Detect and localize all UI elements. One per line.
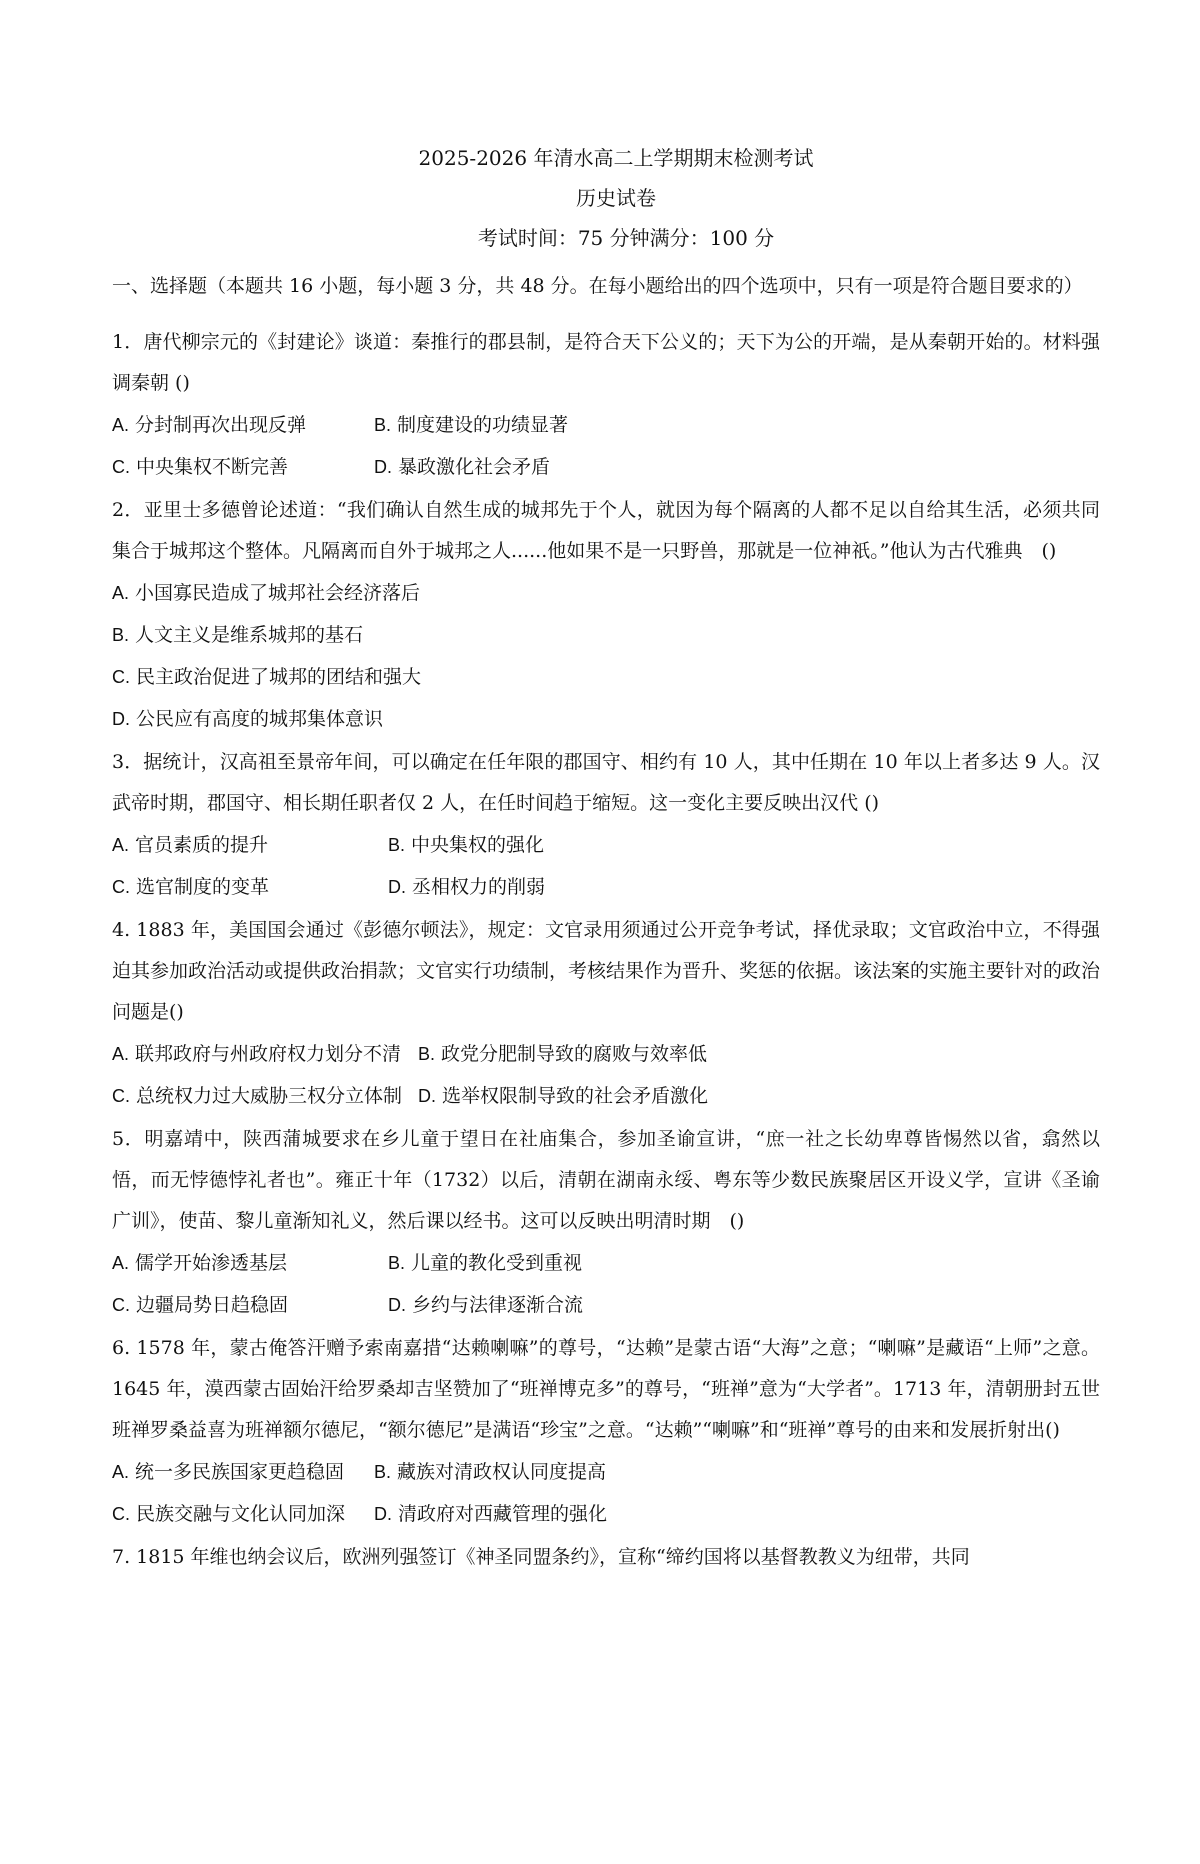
question-options <box>112 446 1100 488</box>
question-4 <box>112 910 1100 1117</box>
exam-time-info: 考试时间：75 分钟满分：100 分 <box>477 226 775 250</box>
question-stem: 7. 1815 年维也纳会议后，欧洲列强签订《神圣同盟条约》，宣称“缔约国将以基督教教义为纽带，共同 <box>112 1546 970 1568</box>
option-c: C. 中央集权不断完善 <box>112 456 289 478</box>
option-c: C. 总统权力过大威胁三权分立体制 <box>112 1085 403 1107</box>
question-stem: 2．亚里士多德曾论述道：“我们确认自然生成的城邦先于个人，就因为每个隔离的人都不足以自给其生活，必须共同集合于城邦这个整体。凡隔离而自外于城邦之人......他如果不是一只野兽，那就是一位神祇。”他认为古代雅典 () <box>112 499 1100 562</box>
option-c: C. 民族交融与文化认同加深 <box>112 1503 346 1525</box>
question-2 <box>112 490 1100 740</box>
option-b: B. 制度建设的功绩显著 <box>374 414 569 436</box>
option-d: D. 公民应有高度的城邦集体意识 <box>112 708 384 730</box>
option-c: C. 选官制度的变革 <box>112 876 270 898</box>
option-d: D. 乡约与法律逐渐合流 <box>388 1294 584 1316</box>
question-options <box>112 1242 1100 1284</box>
option-b: B. 人文主义是维系城邦的基石 <box>112 624 364 646</box>
question-options <box>112 404 1100 446</box>
option-a: A. 联邦政府与州政府权力划分不清 <box>112 1043 402 1065</box>
option-b: B. 藏族对清政权认同度提高 <box>374 1461 607 1483</box>
exam-title: 2025-2026 年清水高二上学期期末检测考试 <box>418 146 814 170</box>
question-3 <box>112 742 1100 908</box>
option-a: A. 儒学开始渗透基层 <box>112 1252 288 1274</box>
option-a: A. 统一多民族国家更趋稳固 <box>112 1461 345 1483</box>
option-d: D. 清政府对西藏管理的强化 <box>374 1503 608 1525</box>
option-d: D. 丞相权力的削弱 <box>388 876 546 898</box>
question-options <box>112 1075 1100 1117</box>
question-options <box>112 1033 1100 1075</box>
option-c: C. 边疆局势日趋稳固 <box>112 1294 289 1316</box>
option-b: B. 政党分肥制导致的腐败与效率低 <box>418 1043 708 1065</box>
option-b: B. 儿童的教化受到重视 <box>388 1252 583 1274</box>
question-options <box>112 1284 1100 1326</box>
option-d: D. 选举权限制导致的社会矛盾激化 <box>418 1085 709 1107</box>
option-a: A. 分封制再次出现反弹 <box>112 414 307 436</box>
option-a: A. 官员素质的提升 <box>112 834 269 856</box>
option-a: A. 小国寡民造成了城邦社会经济落后 <box>112 582 421 604</box>
exam-header <box>112 140 1100 256</box>
option-c: C. 民主政治促进了城邦的团结和强大 <box>112 666 422 688</box>
section-heading: 一、选择题（本题共 16 小题，每小题 3 分，共 48 分。在每小题给出的四个选项中，只有一项是符合题目要求的） <box>112 275 1083 297</box>
option-b: B. 中央集权的强化 <box>388 834 545 856</box>
question-stem: 3．据统计，汉高祖至景帝年间，可以确定在任年限的郡国守、相约有 10 人，其中任期在 10 年以上者多达 9 人。汉武帝时期，郡国守、相长期任职者仅 2 人，在任时间趋于缩短。这一变化主要反映出汉代 () <box>112 751 1100 814</box>
question-stem: 4. 1883 年，美国国会通过《彭德尔顿法》，规定：文官录用须通过公开竞争考试，择优录取；文官政治中立，不得强迫其参加政治活动或提供政治捐款；文官实行功绩制，考核结果作为晋升、奖惩的依据。该法案的实施主要针对的政治问题是() <box>112 919 1101 1023</box>
option-d: D. 暴政激化社会矛盾 <box>374 456 551 478</box>
exam-subtitle: 历史试卷 <box>576 186 656 210</box>
question-options <box>112 1493 1100 1535</box>
question-7 <box>112 1537 1100 1578</box>
question-options <box>112 824 1100 866</box>
question-1 <box>112 322 1100 488</box>
question-options <box>112 866 1100 908</box>
question-stem: 6. 1578 年，蒙古俺答汗赠予索南嘉措“达赖喇嘛”的尊号，“达赖”是蒙古语“大海”之意；“喇嘛”是藏语“上师”之意。1645 年，漠西蒙古固始汗给罗桑却吉坚赞加了“班禅博克多”的尊号，“班禅”意为“大学者”。1713 年，清朝册封五世班禅罗桑益喜为班禅额尔德尼，“额尔德尼”是满语“珍宝”之意。“达赖”“喇嘛”和“班禅”尊号的由来和发展折射出() <box>112 1337 1100 1441</box>
question-stem: 5．明嘉靖中，陕西蒲城要求在乡儿童于望日在社庙集合，参加圣谕宣讲，“庶一社之长幼卑尊皆惕然以省，翕然以悟，而无悖德悖礼者也”。雍正十年（1732）以后，清朝在湖南永绥、粤东等少数民族聚居区开设义学，宣讲《圣谕广训》，使苗、黎儿童渐知礼义，然后课以经书。这可以反映出明清时期 () <box>112 1128 1100 1232</box>
question-options <box>112 1451 1100 1493</box>
question-stem: 1．唐代柳宗元的《封建论》谈道：秦推行的郡县制，是符合天下公义的；天下为公的开端，是从秦朝开始的。材料强调秦朝 () <box>112 331 1100 394</box>
question-5 <box>112 1119 1100 1326</box>
question-6 <box>112 1328 1100 1535</box>
